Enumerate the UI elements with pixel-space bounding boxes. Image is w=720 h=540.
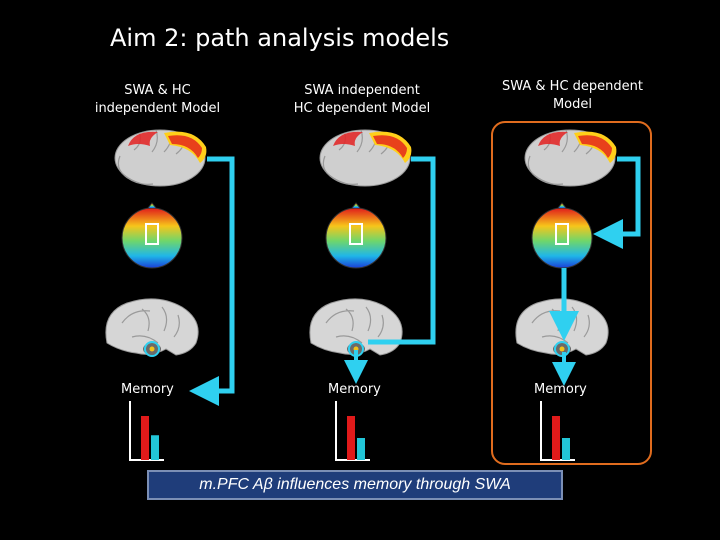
model-1-heading-line2: independent Model — [94, 101, 221, 116]
hippocampus-image-1 — [106, 299, 198, 356]
frontal-cortex-image-1 — [115, 130, 206, 186]
frontal-cortex-image-3 — [525, 130, 616, 186]
path-arrow-1 — [194, 159, 232, 391]
slide-title: Aim 2: path analysis models — [110, 24, 450, 52]
frontal-cortex-image-2 — [320, 130, 411, 186]
eeg-topography-image-2 — [326, 203, 386, 268]
model-3-heading-line1: SWA & HC dependent — [501, 79, 643, 94]
model-1-heading-line1: SWA & HC — [124, 83, 191, 98]
model-2-heading-line1: SWA independent — [304, 83, 420, 98]
memory-charts — [130, 401, 575, 460]
conclusion-box: m.PFC Aβ influences memory through SWA — [147, 470, 563, 500]
model-2-heading-line2: HC dependent Model — [293, 101, 431, 116]
eeg-topography-image-1 — [122, 203, 182, 268]
eeg-topography-image-3 — [532, 203, 592, 268]
memory-chart-2-bar-2 — [357, 438, 365, 460]
memory-label-2: Memory — [328, 382, 381, 397]
memory-chart-3-bar-1 — [552, 416, 560, 460]
hippocampus-image-2 — [310, 299, 402, 356]
memory-label-1: Memory — [121, 382, 174, 397]
model-3-heading-line2: Model — [552, 97, 593, 112]
memory-label-3: Memory — [534, 382, 587, 397]
memory-chart-2-bar-1 — [347, 416, 355, 460]
memory-chart-3-bar-2 — [562, 438, 570, 460]
memory-chart-1-bar-2 — [151, 435, 159, 460]
memory-chart-1-bar-1 — [141, 416, 149, 460]
